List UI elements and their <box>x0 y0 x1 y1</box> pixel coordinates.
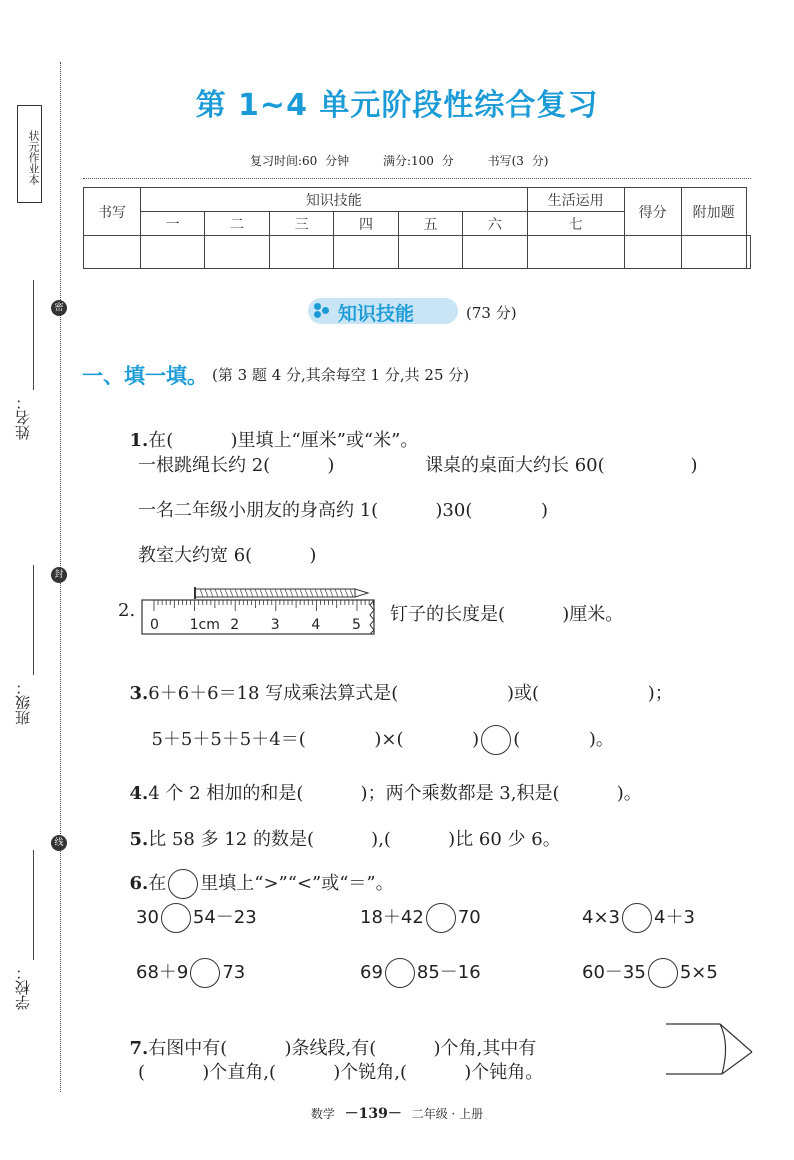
col-writing: 书写 <box>84 188 141 236</box>
sub-col-6: 六 <box>463 212 527 236</box>
part-note: (第 3 题 4 分,其余每空 1 分,共 25 分) <box>212 366 470 384</box>
q7-b: ( )个直角,( )个锐角,( )个钝角。 <box>138 1062 544 1083</box>
compare-item <box>360 958 481 988</box>
compare-left: 4×3 <box>582 907 620 928</box>
compare-right: 70 <box>457 907 481 928</box>
class-line[interactable] <box>33 565 34 675</box>
score-cell[interactable] <box>205 236 269 269</box>
group-application: 生活运用 <box>527 188 624 212</box>
question-number: 1. <box>129 430 149 451</box>
group-knowledge: 知识技能 <box>141 188 528 212</box>
bind-mark-1: 密 <box>51 300 67 316</box>
compare-right: 73 <box>222 962 246 983</box>
class-label: 班级： <box>14 680 32 725</box>
q3-b2: ( )。 <box>513 729 614 750</box>
sub-col-3: 三 <box>269 212 333 236</box>
compare-item <box>136 958 245 988</box>
exam-writing-score: 书写(3 分) <box>487 154 549 168</box>
question-number: 3. <box>129 683 149 704</box>
score-cell[interactable] <box>463 236 527 269</box>
question-text: 比 58 多 12 的数是( ),( )比 60 少 6。 <box>148 829 561 850</box>
page-footer <box>0 1103 794 1123</box>
series-label: 状元作业本 <box>17 105 42 203</box>
col-bonus: 附加题 <box>681 188 746 236</box>
ruler-label: 1cm <box>189 617 220 633</box>
compare-right: 85－16 <box>416 962 481 983</box>
question-1 <box>118 405 418 452</box>
question-number: 5. <box>129 829 149 850</box>
compare-circle[interactable] <box>161 903 191 933</box>
sub-col-1: 一 <box>141 212 205 236</box>
compare-left: 69 <box>360 962 383 983</box>
q3-b <box>140 704 614 755</box>
question-7 <box>118 1013 536 1060</box>
question-number: 4. <box>129 783 149 804</box>
ruler-body <box>142 600 374 634</box>
question-6 <box>118 848 394 899</box>
dots-icon <box>314 303 330 319</box>
compare-circle[interactable] <box>481 725 511 755</box>
question-4 <box>118 758 642 805</box>
question-text: 右图中有( )条线段,有( )个角,其中有 <box>148 1038 537 1059</box>
q2-number: 2. <box>118 600 136 621</box>
exam-full-score: 满分:100 分 <box>382 154 454 168</box>
ruler-label: 5 <box>352 617 361 633</box>
q1-c: 一名二年级小朋友的身高约 1( )30( ) <box>138 500 549 521</box>
compare-circle <box>168 869 198 899</box>
score-table <box>83 187 751 269</box>
compare-item <box>360 903 481 933</box>
sub-col-2: 二 <box>205 212 269 236</box>
question-number: 6. <box>129 873 149 894</box>
question-text: 在 <box>148 873 167 894</box>
compare-circle[interactable] <box>426 903 456 933</box>
compare-item <box>582 958 718 988</box>
school-line[interactable] <box>33 850 34 960</box>
q1-a: 一根跳绳长约 2( ) <box>138 455 335 476</box>
bind-mark-2: 封 <box>51 567 67 583</box>
score-cell[interactable] <box>527 236 624 269</box>
sub-col-7: 七 <box>527 212 624 236</box>
score-cell[interactable] <box>746 236 750 269</box>
compare-item <box>136 903 257 933</box>
compare-left: 30 <box>136 907 159 928</box>
compare-circle[interactable] <box>190 958 220 988</box>
compare-left: 18＋42 <box>360 907 424 928</box>
section-name: 知识技能 <box>338 303 415 325</box>
compare-left: 60－35 <box>582 962 646 983</box>
ruler-label: 0 <box>150 617 159 633</box>
compare-right: 4＋3 <box>654 907 695 928</box>
compare-right: 5×5 <box>679 962 718 983</box>
footer-subject: 数学 <box>310 1107 335 1121</box>
compare-circle[interactable] <box>648 958 678 988</box>
ruler-figure <box>140 586 380 638</box>
q1-d: 教室大约宽 6( ) <box>138 545 317 566</box>
q2-text: 钉子的长度是( )厘米。 <box>390 604 624 625</box>
question-3 <box>118 658 673 705</box>
ruler-label: 2 <box>230 617 240 633</box>
exam-meta <box>250 152 574 169</box>
sub-col-5: 五 <box>398 212 462 236</box>
name-label: 姓名： <box>14 395 32 440</box>
school-label: 学校： <box>14 965 32 1010</box>
score-cell[interactable] <box>269 236 333 269</box>
sub-col-4: 四 <box>334 212 398 236</box>
score-cell[interactable] <box>624 236 681 269</box>
ruler-label: 3 <box>270 617 280 633</box>
q1-b: 课桌的桌面大约长 60( ) <box>425 455 698 476</box>
page-title: 第 1~4 单元阶段性综合复习 <box>195 88 599 123</box>
page-number: －139－ <box>344 1106 402 1122</box>
question-text: 里填上“>”“<”或“＝”。 <box>200 873 394 894</box>
question-number: 7. <box>129 1038 149 1059</box>
score-cell[interactable] <box>681 236 746 269</box>
ruler-label: 4 <box>311 617 321 633</box>
col-score: 得分 <box>624 188 681 236</box>
bind-mark-3: 线 <box>51 835 67 851</box>
angle-figure <box>664 1018 756 1080</box>
score-cell[interactable] <box>398 236 462 269</box>
question-5 <box>118 804 561 851</box>
score-cell[interactable] <box>334 236 398 269</box>
section-pill <box>308 298 458 324</box>
compare-item <box>582 903 695 933</box>
nail-icon <box>195 587 368 599</box>
exam-time: 复习时间:60 分钟 <box>250 154 350 168</box>
part-heading: 一、填一填。 <box>82 364 208 388</box>
score-cell[interactable] <box>84 236 141 269</box>
question-text: 在( )里填上“厘米”或“米”。 <box>148 430 419 451</box>
divider <box>83 178 751 179</box>
q3-b1: 5＋5＋5＋5＋4＝( )×( ) <box>151 729 480 750</box>
compare-left: 68＋9 <box>136 962 189 983</box>
q3-a: 6＋6＋6＝18 写成乘法算式是( )或( )； <box>148 683 673 704</box>
score-cell[interactable] <box>141 236 205 269</box>
name-line[interactable] <box>33 280 34 390</box>
section-score: (73 分) <box>466 304 517 322</box>
compare-circle[interactable] <box>385 958 415 988</box>
footer-grade: 二年级 · 上册 <box>411 1107 484 1121</box>
compare-circle[interactable] <box>622 903 652 933</box>
question-text: 4 个 2 相加的和是( )；两个乘数都是 3,积是( )。 <box>148 783 642 804</box>
compare-right: 54－23 <box>192 907 257 928</box>
